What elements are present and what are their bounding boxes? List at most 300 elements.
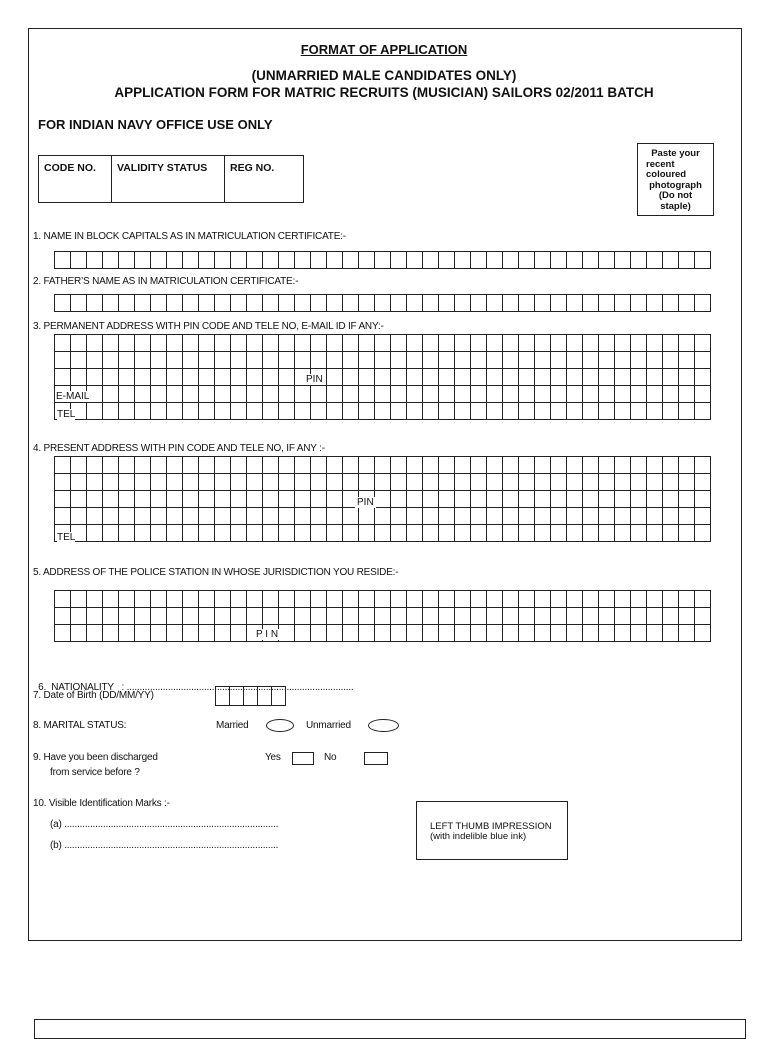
- char-box[interactable]: [582, 507, 599, 525]
- char-box[interactable]: [678, 456, 695, 474]
- char-box[interactable]: [246, 507, 263, 525]
- char-box[interactable]: [438, 368, 455, 386]
- char-box[interactable]: [518, 351, 535, 369]
- char-box[interactable]: [694, 385, 711, 403]
- char-box[interactable]: [486, 456, 503, 474]
- char-box[interactable]: [54, 368, 71, 386]
- char-box[interactable]: [134, 385, 151, 403]
- char-box[interactable]: [454, 402, 471, 420]
- char-box[interactable]: [166, 402, 183, 420]
- char-box[interactable]: [246, 385, 263, 403]
- char-box[interactable]: [614, 385, 631, 403]
- char-box[interactable]: [214, 368, 231, 386]
- char-box[interactable]: [582, 351, 599, 369]
- char-box[interactable]: [694, 524, 711, 542]
- char-box[interactable]: [214, 251, 231, 269]
- char-box[interactable]: [326, 351, 343, 369]
- char-box[interactable]: [326, 385, 343, 403]
- char-box[interactable]: [182, 590, 199, 608]
- char-box[interactable]: [182, 473, 199, 491]
- char-box[interactable]: [54, 490, 71, 508]
- char-box[interactable]: [230, 251, 247, 269]
- char-box[interactable]: [246, 456, 263, 474]
- char-box[interactable]: [550, 385, 567, 403]
- nationality-field[interactable]: : ........................................................................................: [113, 682, 354, 693]
- char-box[interactable]: [662, 607, 679, 625]
- char-box[interactable]: [662, 473, 679, 491]
- char-box[interactable]: [150, 334, 167, 352]
- char-box[interactable]: [326, 368, 343, 386]
- char-box[interactable]: [598, 351, 615, 369]
- char-box[interactable]: [278, 334, 295, 352]
- char-box[interactable]: [694, 351, 711, 369]
- char-box[interactable]: [86, 490, 103, 508]
- char-box[interactable]: [134, 473, 151, 491]
- char-box[interactable]: [454, 334, 471, 352]
- char-box[interactable]: [518, 385, 535, 403]
- char-box[interactable]: [198, 607, 215, 625]
- char-box[interactable]: [534, 473, 551, 491]
- char-box[interactable]: [502, 351, 519, 369]
- mark-a-field[interactable]: (a) ...................................................................................: [50, 819, 279, 830]
- char-box[interactable]: [294, 402, 311, 420]
- char-box[interactable]: [694, 590, 711, 608]
- char-box[interactable]: [454, 624, 471, 642]
- char-box[interactable]: [374, 251, 391, 269]
- char-box[interactable]: [358, 524, 375, 542]
- char-box[interactable]: [246, 490, 263, 508]
- char-box[interactable]: [454, 368, 471, 386]
- char-box[interactable]: [182, 456, 199, 474]
- char-box[interactable]: [310, 294, 327, 312]
- char-box[interactable]: [582, 624, 599, 642]
- char-box[interactable]: [54, 334, 71, 352]
- char-box[interactable]: [326, 590, 343, 608]
- char-box[interactable]: [678, 402, 695, 420]
- char-box[interactable]: [182, 351, 199, 369]
- char-box[interactable]: [278, 294, 295, 312]
- char-box[interactable]: [374, 624, 391, 642]
- char-box[interactable]: [150, 385, 167, 403]
- char-box[interactable]: [182, 368, 199, 386]
- char-box[interactable]: [470, 607, 487, 625]
- char-box[interactable]: [342, 294, 359, 312]
- char-box[interactable]: [646, 368, 663, 386]
- char-box[interactable]: [550, 251, 567, 269]
- no-checkbox[interactable]: [364, 752, 388, 765]
- char-box[interactable]: [614, 251, 631, 269]
- char-box[interactable]: [166, 490, 183, 508]
- char-box[interactable]: [342, 624, 359, 642]
- char-box[interactable]: [294, 624, 311, 642]
- char-box[interactable]: [54, 294, 71, 312]
- char-box[interactable]: [486, 507, 503, 525]
- char-box[interactable]: [102, 524, 119, 542]
- char-box[interactable]: [134, 607, 151, 625]
- char-box[interactable]: [230, 607, 247, 625]
- char-box[interactable]: [550, 368, 567, 386]
- char-box[interactable]: [278, 251, 295, 269]
- char-box[interactable]: [134, 507, 151, 525]
- char-box[interactable]: [454, 524, 471, 542]
- char-box[interactable]: [598, 385, 615, 403]
- char-box[interactable]: [470, 507, 487, 525]
- char-box[interactable]: [662, 624, 679, 642]
- char-box[interactable]: [70, 251, 87, 269]
- char-box[interactable]: [134, 624, 151, 642]
- char-box[interactable]: [422, 607, 439, 625]
- char-box[interactable]: [358, 402, 375, 420]
- char-box[interactable]: [70, 507, 87, 525]
- char-box[interactable]: [182, 251, 199, 269]
- char-box[interactable]: [598, 368, 615, 386]
- char-box[interactable]: [198, 524, 215, 542]
- char-box[interactable]: [118, 351, 135, 369]
- char-box[interactable]: [134, 294, 151, 312]
- char-box[interactable]: [134, 456, 151, 474]
- char-box[interactable]: [198, 402, 215, 420]
- char-box[interactable]: [342, 385, 359, 403]
- char-box[interactable]: [358, 385, 375, 403]
- char-box[interactable]: [374, 524, 391, 542]
- char-box[interactable]: [150, 607, 167, 625]
- char-box[interactable]: [294, 456, 311, 474]
- char-box[interactable]: [342, 368, 359, 386]
- photo-box[interactable]: [637, 143, 714, 216]
- char-box[interactable]: [214, 402, 231, 420]
- char-box[interactable]: [614, 624, 631, 642]
- char-box[interactable]: [470, 251, 487, 269]
- char-box[interactable]: [166, 473, 183, 491]
- char-box[interactable]: [646, 473, 663, 491]
- char-box[interactable]: [598, 251, 615, 269]
- char-box[interactable]: [518, 294, 535, 312]
- char-box[interactable]: [230, 456, 247, 474]
- char-box[interactable]: [582, 490, 599, 508]
- char-box[interactable]: [406, 334, 423, 352]
- char-box[interactable]: [166, 507, 183, 525]
- char-box[interactable]: [214, 473, 231, 491]
- char-box[interactable]: [502, 294, 519, 312]
- char-box[interactable]: [118, 334, 135, 352]
- char-box[interactable]: [118, 507, 135, 525]
- char-box[interactable]: [454, 385, 471, 403]
- char-box[interactable]: [342, 351, 359, 369]
- char-box[interactable]: [262, 402, 279, 420]
- char-box[interactable]: [566, 294, 583, 312]
- char-box[interactable]: [278, 473, 295, 491]
- char-box[interactable]: [102, 351, 119, 369]
- char-box[interactable]: [502, 385, 519, 403]
- char-box[interactable]: [470, 368, 487, 386]
- char-box[interactable]: [486, 473, 503, 491]
- char-box[interactable]: [166, 351, 183, 369]
- char-box[interactable]: [54, 624, 71, 642]
- char-box[interactable]: [598, 624, 615, 642]
- char-box[interactable]: [486, 490, 503, 508]
- char-box[interactable]: [534, 624, 551, 642]
- char-box[interactable]: [70, 607, 87, 625]
- char-box[interactable]: [262, 251, 279, 269]
- char-box[interactable]: [230, 294, 247, 312]
- char-box[interactable]: [102, 473, 119, 491]
- char-box[interactable]: [230, 490, 247, 508]
- char-box[interactable]: [262, 507, 279, 525]
- char-box[interactable]: [406, 590, 423, 608]
- char-box[interactable]: [278, 490, 295, 508]
- char-box[interactable]: [582, 607, 599, 625]
- char-box[interactable]: [102, 294, 119, 312]
- char-box[interactable]: [150, 507, 167, 525]
- char-box[interactable]: [422, 294, 439, 312]
- char-box[interactable]: [182, 385, 199, 403]
- char-box[interactable]: [694, 624, 711, 642]
- char-box[interactable]: [582, 590, 599, 608]
- char-box[interactable]: [518, 402, 535, 420]
- char-box[interactable]: [294, 294, 311, 312]
- char-box[interactable]: [310, 590, 327, 608]
- char-box[interactable]: [630, 507, 647, 525]
- char-box[interactable]: [294, 607, 311, 625]
- char-box[interactable]: [470, 351, 487, 369]
- char-box[interactable]: [70, 368, 87, 386]
- char-box[interactable]: [598, 507, 615, 525]
- char-box[interactable]: [406, 351, 423, 369]
- char-box[interactable]: [86, 351, 103, 369]
- char-box[interactable]: [134, 251, 151, 269]
- char-box[interactable]: [582, 385, 599, 403]
- char-box[interactable]: [310, 334, 327, 352]
- char-box[interactable]: [326, 294, 343, 312]
- char-box[interactable]: [310, 251, 327, 269]
- char-box[interactable]: [550, 490, 567, 508]
- char-box[interactable]: [646, 334, 663, 352]
- char-box[interactable]: [86, 624, 103, 642]
- char-box[interactable]: [678, 334, 695, 352]
- char-box[interactable]: [502, 624, 519, 642]
- char-box[interactable]: [102, 334, 119, 352]
- char-box[interactable]: [166, 590, 183, 608]
- char-box[interactable]: [198, 456, 215, 474]
- char-box[interactable]: [278, 624, 295, 642]
- char-box[interactable]: [150, 368, 167, 386]
- char-box[interactable]: [150, 490, 167, 508]
- char-box[interactable]: [70, 456, 87, 474]
- char-box[interactable]: [630, 251, 647, 269]
- char-box[interactable]: [342, 590, 359, 608]
- char-box[interactable]: [646, 251, 663, 269]
- char-box[interactable]: [422, 385, 439, 403]
- char-box[interactable]: [358, 368, 375, 386]
- char-box[interactable]: [566, 590, 583, 608]
- char-box[interactable]: [534, 490, 551, 508]
- char-box[interactable]: [486, 524, 503, 542]
- char-box[interactable]: [358, 251, 375, 269]
- char-box[interactable]: [646, 624, 663, 642]
- char-box[interactable]: [486, 294, 503, 312]
- char-box[interactable]: [358, 334, 375, 352]
- char-box[interactable]: [614, 607, 631, 625]
- char-box[interactable]: [118, 490, 135, 508]
- char-box[interactable]: [182, 524, 199, 542]
- char-box[interactable]: [262, 294, 279, 312]
- char-box[interactable]: [262, 456, 279, 474]
- char-box[interactable]: [198, 334, 215, 352]
- char-box[interactable]: [54, 590, 71, 608]
- char-box[interactable]: [390, 473, 407, 491]
- char-box[interactable]: [406, 402, 423, 420]
- char-box[interactable]: [278, 590, 295, 608]
- char-box[interactable]: [550, 473, 567, 491]
- char-box[interactable]: [102, 590, 119, 608]
- char-box[interactable]: [86, 473, 103, 491]
- char-box[interactable]: [502, 456, 519, 474]
- char-box[interactable]: [342, 473, 359, 491]
- char-box[interactable]: [406, 251, 423, 269]
- char-box[interactable]: [630, 456, 647, 474]
- char-box[interactable]: [358, 624, 375, 642]
- char-box[interactable]: [310, 385, 327, 403]
- char-box[interactable]: [182, 402, 199, 420]
- char-box[interactable]: [54, 456, 71, 474]
- char-box[interactable]: [694, 334, 711, 352]
- char-box[interactable]: [390, 351, 407, 369]
- char-box[interactable]: [342, 607, 359, 625]
- char-box[interactable]: [518, 524, 535, 542]
- char-box[interactable]: [150, 456, 167, 474]
- char-box[interactable]: [70, 624, 87, 642]
- char-box[interactable]: [294, 507, 311, 525]
- char-box[interactable]: [614, 490, 631, 508]
- char-box[interactable]: [406, 490, 423, 508]
- char-box[interactable]: [358, 473, 375, 491]
- char-box[interactable]: [54, 473, 71, 491]
- char-box[interactable]: [454, 251, 471, 269]
- char-box[interactable]: [390, 607, 407, 625]
- char-box[interactable]: [630, 402, 647, 420]
- char-box[interactable]: [230, 507, 247, 525]
- char-box[interactable]: [198, 294, 215, 312]
- char-box[interactable]: [598, 456, 615, 474]
- char-box[interactable]: [246, 368, 263, 386]
- char-box[interactable]: [230, 351, 247, 369]
- char-box[interactable]: [598, 490, 615, 508]
- char-box[interactable]: [390, 590, 407, 608]
- char-box[interactable]: [182, 294, 199, 312]
- char-box[interactable]: [166, 524, 183, 542]
- char-box[interactable]: [662, 385, 679, 403]
- char-box[interactable]: [662, 456, 679, 474]
- char-box[interactable]: [438, 507, 455, 525]
- char-box[interactable]: [390, 524, 407, 542]
- char-box[interactable]: [310, 490, 327, 508]
- char-box[interactable]: [534, 456, 551, 474]
- char-box[interactable]: [630, 624, 647, 642]
- char-box[interactable]: [566, 334, 583, 352]
- char-box[interactable]: [70, 294, 87, 312]
- char-box[interactable]: [102, 607, 119, 625]
- char-box[interactable]: [326, 490, 343, 508]
- char-box[interactable]: [198, 490, 215, 508]
- char-box[interactable]: [326, 624, 343, 642]
- char-box[interactable]: [182, 490, 199, 508]
- char-box[interactable]: [166, 385, 183, 403]
- char-box[interactable]: [566, 473, 583, 491]
- char-box[interactable]: [550, 351, 567, 369]
- police-station-grid[interactable]: [54, 590, 710, 641]
- char-box[interactable]: [86, 456, 103, 474]
- char-box[interactable]: [374, 507, 391, 525]
- char-box[interactable]: [422, 351, 439, 369]
- char-box[interactable]: [694, 294, 711, 312]
- char-box[interactable]: [150, 402, 167, 420]
- char-box[interactable]: [374, 473, 391, 491]
- char-box[interactable]: [518, 334, 535, 352]
- char-box[interactable]: [486, 385, 503, 403]
- char-box[interactable]: [214, 351, 231, 369]
- char-box[interactable]: [294, 524, 311, 542]
- char-box[interactable]: [70, 334, 87, 352]
- char-box[interactable]: [518, 368, 535, 386]
- char-box[interactable]: [198, 351, 215, 369]
- char-box[interactable]: [694, 456, 711, 474]
- char-box[interactable]: [502, 334, 519, 352]
- char-box[interactable]: [150, 590, 167, 608]
- char-box[interactable]: [150, 351, 167, 369]
- char-box[interactable]: [566, 368, 583, 386]
- char-box[interactable]: [406, 507, 423, 525]
- char-box[interactable]: [694, 473, 711, 491]
- char-box[interactable]: [358, 456, 375, 474]
- char-box[interactable]: [246, 607, 263, 625]
- char-box[interactable]: [198, 368, 215, 386]
- char-box[interactable]: [278, 351, 295, 369]
- char-box[interactable]: [422, 473, 439, 491]
- char-box[interactable]: [582, 368, 599, 386]
- char-box[interactable]: [678, 385, 695, 403]
- char-box[interactable]: [646, 294, 663, 312]
- thumb-impression-box[interactable]: [416, 801, 568, 860]
- char-box[interactable]: [678, 624, 695, 642]
- char-box[interactable]: [102, 624, 119, 642]
- char-box[interactable]: [550, 456, 567, 474]
- char-box[interactable]: [614, 456, 631, 474]
- char-box[interactable]: [134, 524, 151, 542]
- char-box[interactable]: [214, 524, 231, 542]
- char-box[interactable]: [678, 251, 695, 269]
- char-box[interactable]: [406, 456, 423, 474]
- char-box[interactable]: [534, 251, 551, 269]
- char-box[interactable]: [214, 507, 231, 525]
- char-box[interactable]: [214, 294, 231, 312]
- char-box[interactable]: [166, 334, 183, 352]
- char-box[interactable]: [694, 490, 711, 508]
- char-box[interactable]: [102, 385, 119, 403]
- char-box[interactable]: [374, 402, 391, 420]
- char-box[interactable]: [118, 590, 135, 608]
- char-box[interactable]: [470, 456, 487, 474]
- char-box[interactable]: [198, 385, 215, 403]
- char-box[interactable]: [486, 351, 503, 369]
- char-box[interactable]: [102, 368, 119, 386]
- char-box[interactable]: [454, 456, 471, 474]
- char-box[interactable]: [502, 607, 519, 625]
- char-box[interactable]: [630, 368, 647, 386]
- char-box[interactable]: [102, 402, 119, 420]
- char-box[interactable]: [422, 524, 439, 542]
- char-box[interactable]: [662, 334, 679, 352]
- char-box[interactable]: [166, 251, 183, 269]
